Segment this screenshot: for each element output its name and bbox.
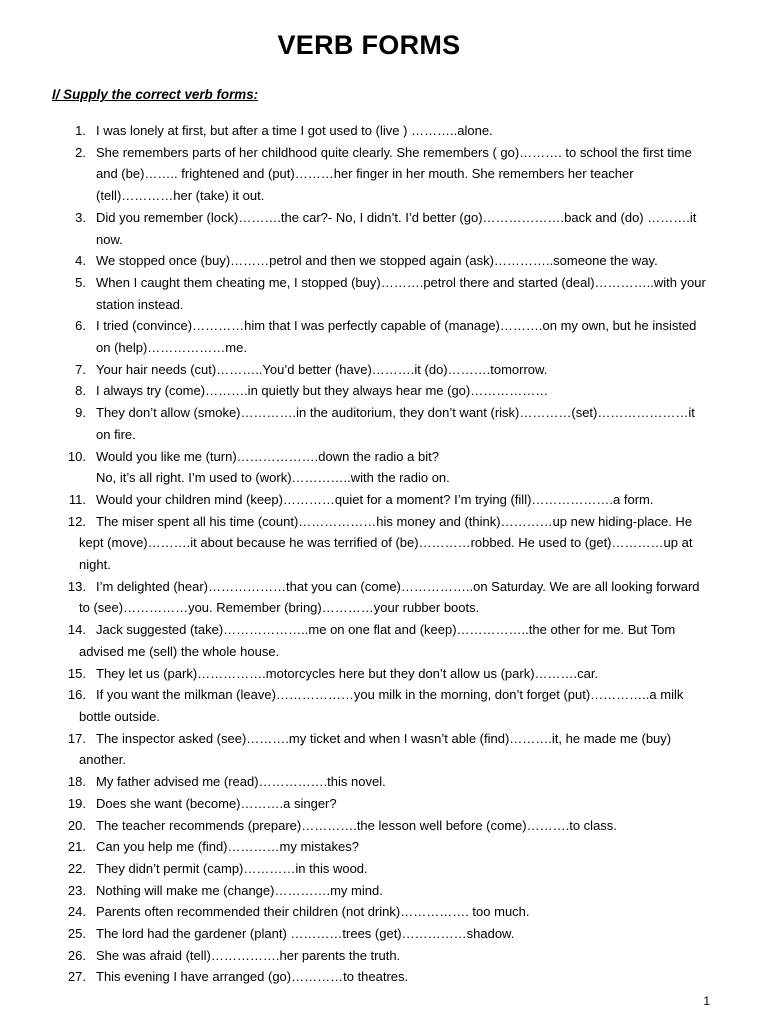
exercise-text: I was lonely at first, but after a time I got used to (live ) ………..alone. bbox=[96, 123, 493, 138]
exercise-item bbox=[0, 402, 740, 445]
exercise-number: 26. bbox=[67, 947, 86, 963]
exercise-number: 4. bbox=[75, 253, 86, 269]
exercise-item bbox=[0, 489, 740, 511]
exercise-number: 10. bbox=[67, 448, 86, 464]
exercise-number: 24. bbox=[67, 904, 86, 920]
exercise-number: 17. bbox=[67, 730, 86, 746]
exercise-text: The miser spent all his time (count)………………his money and (think)…………up new hiding-place. He kept (move)……….it about because he was terrified of (be)…………robbed. He used to (get)…………up at night. bbox=[79, 513, 693, 573]
exercise-text: Can you help me (find)…………my mistakes? bbox=[96, 839, 359, 855]
exercise-text: I tried (convince)…………him that I was perfectly capable of (manage)……….on my own, but he insisted on (help)………………me. bbox=[96, 318, 697, 356]
exercise-text: The inspector asked (see)……….my ticket and when I wasn’t able (find)……….it, he made me (buy) another. bbox=[79, 730, 672, 768]
exercise-item bbox=[0, 923, 740, 945]
exercise-list bbox=[0, 120, 740, 988]
exercise-item bbox=[0, 142, 740, 207]
exercise-number: 14. bbox=[67, 622, 86, 638]
exercise-number: 20. bbox=[67, 817, 86, 833]
exercise-text: I always try (come)……….in quietly but they always hear me (go)……………… bbox=[96, 383, 549, 399]
exercise-item bbox=[0, 576, 740, 619]
exercise-number: 19. bbox=[67, 795, 86, 811]
exercise-item bbox=[0, 446, 740, 489]
exercise-number: 12. bbox=[67, 513, 86, 529]
exercise-text: The teacher recommends (prepare)………….the lesson well before (come)……….to class. bbox=[96, 817, 617, 833]
exercise-number: 18. bbox=[67, 774, 86, 790]
exercise-text: She remembers parts of her childhood quite clearly. She remembers ( go)………. to school the first time and (be)…….. frightened and (put)………her finger in her mouth. She remembers her teacher (tell)…………her (take) it out. bbox=[96, 144, 692, 204]
exercise-item bbox=[0, 858, 740, 880]
exercise-item bbox=[0, 315, 740, 358]
exercise-text: The lord had the gardener (plant) …………trees (get)……………shadow. bbox=[96, 926, 515, 942]
exercise-item bbox=[0, 120, 740, 142]
exercise-item bbox=[0, 728, 740, 771]
exercise-number: 11. bbox=[68, 491, 86, 507]
exercise-item bbox=[0, 901, 740, 923]
exercise-item bbox=[0, 945, 740, 967]
exercise-text: I’m delighted (hear)………………that you can (come)……………..on Saturday. We are all looking forward to (see)……………you. Remember (bring)…………your rubber boots. bbox=[79, 578, 700, 616]
exercise-number: 15. bbox=[67, 665, 86, 681]
exercise-text: They don’t allow (smoke)………….in the auditorium, they don’t want (risk)…………(set)…………………it on fire. bbox=[96, 405, 695, 442]
exercise-text: This evening I have arranged (go)…………to theatres. bbox=[96, 969, 409, 985]
exercise-number: 1. bbox=[75, 123, 86, 138]
exercise-number: 7. bbox=[75, 361, 86, 377]
exercise-number: 9. bbox=[75, 405, 86, 421]
exercise-number: 3. bbox=[75, 209, 86, 225]
exercise-text: Jack suggested (take)………………..me on one flat and (keep)……………..the other for me. But Tom advised me (sell) the whole house. bbox=[79, 622, 676, 659]
exercise-text: Parents often recommended their children (not drink)……………. too much. bbox=[96, 904, 530, 920]
exercise-item bbox=[0, 815, 740, 837]
exercise-item bbox=[0, 250, 740, 272]
exercise-item bbox=[0, 663, 740, 685]
exercise-number: 13. bbox=[67, 578, 86, 594]
exercise-text: We stopped once (buy)………petrol and then we stopped again (ask)…………..someone the way. bbox=[96, 253, 658, 269]
exercise-item bbox=[0, 793, 740, 815]
page-title: VERB FORMS bbox=[277, 30, 461, 60]
exercise-number: 22. bbox=[67, 860, 86, 876]
exercise-text: They let us (park)…………….motorcycles here but they don’t allow us (park)……….car. bbox=[96, 665, 599, 681]
exercise-text: When I caught them cheating me, I stopped (buy)……….petrol there and started (deal)…………..with your station instead. bbox=[96, 274, 706, 312]
exercise-number: 23. bbox=[67, 882, 86, 898]
exercise-text: She was afraid (tell)…………….her parents the truth. bbox=[96, 947, 401, 963]
exercise-number: 16. bbox=[67, 687, 86, 703]
exercise-text: Nothing will make me (change)………….my mind. bbox=[96, 882, 383, 898]
exercise-item bbox=[0, 380, 740, 402]
exercise-item bbox=[0, 684, 740, 727]
exercise-number: 5. bbox=[75, 274, 86, 290]
exercise-item bbox=[0, 966, 740, 988]
exercise-text: Would you like me (turn)……………….down the radio a bit? bbox=[96, 448, 439, 464]
exercise-text: Did you remember (lock)……….the car?- No, I didn’t. I’d better (go)……………….back and (do) ……….it now. bbox=[96, 209, 697, 247]
exercise-item bbox=[0, 511, 740, 576]
exercise-number: 6. bbox=[75, 318, 86, 334]
exercise-number: 2. bbox=[75, 144, 86, 160]
exercise-item bbox=[0, 771, 740, 793]
exercise-number: 21. bbox=[67, 839, 86, 855]
exercise-item bbox=[0, 359, 740, 381]
exercise-text: Would your children mind (keep)…………quiet for a moment? I’m trying (fill)……………….a form. bbox=[96, 491, 654, 507]
exercise-text: My father advised me (read)…………….this novel. bbox=[96, 774, 386, 790]
exercise-text: They didn’t permit (camp)…………in this wood. bbox=[96, 860, 368, 876]
exercise-text: If you want the milkman (leave)………………you milk in the morning, don’t forget (put)…………..a milk bottle outside. bbox=[79, 687, 684, 724]
exercise-item bbox=[0, 272, 740, 315]
exercise-number: 27. bbox=[67, 969, 86, 985]
exercise-item bbox=[0, 207, 740, 250]
exercise-number: 8. bbox=[75, 383, 86, 399]
exercise-instruction: I/ Supply the correct verb forms: bbox=[52, 87, 259, 102]
exercise-item bbox=[0, 619, 740, 662]
page-number: 1 bbox=[703, 994, 710, 1008]
exercise-number: 25. bbox=[67, 926, 86, 942]
exercise-item bbox=[0, 836, 740, 858]
exercise-item bbox=[0, 880, 740, 902]
exercise-text: No, it’s all right. I’m used to (work)…………..with the radio on. bbox=[96, 470, 450, 486]
exercise-text: Your hair needs (cut)………..You’d better (have)……….it (do)……….tomorrow. bbox=[96, 361, 548, 377]
exercise-text: Does she want (become)……….a singer? bbox=[96, 795, 337, 811]
